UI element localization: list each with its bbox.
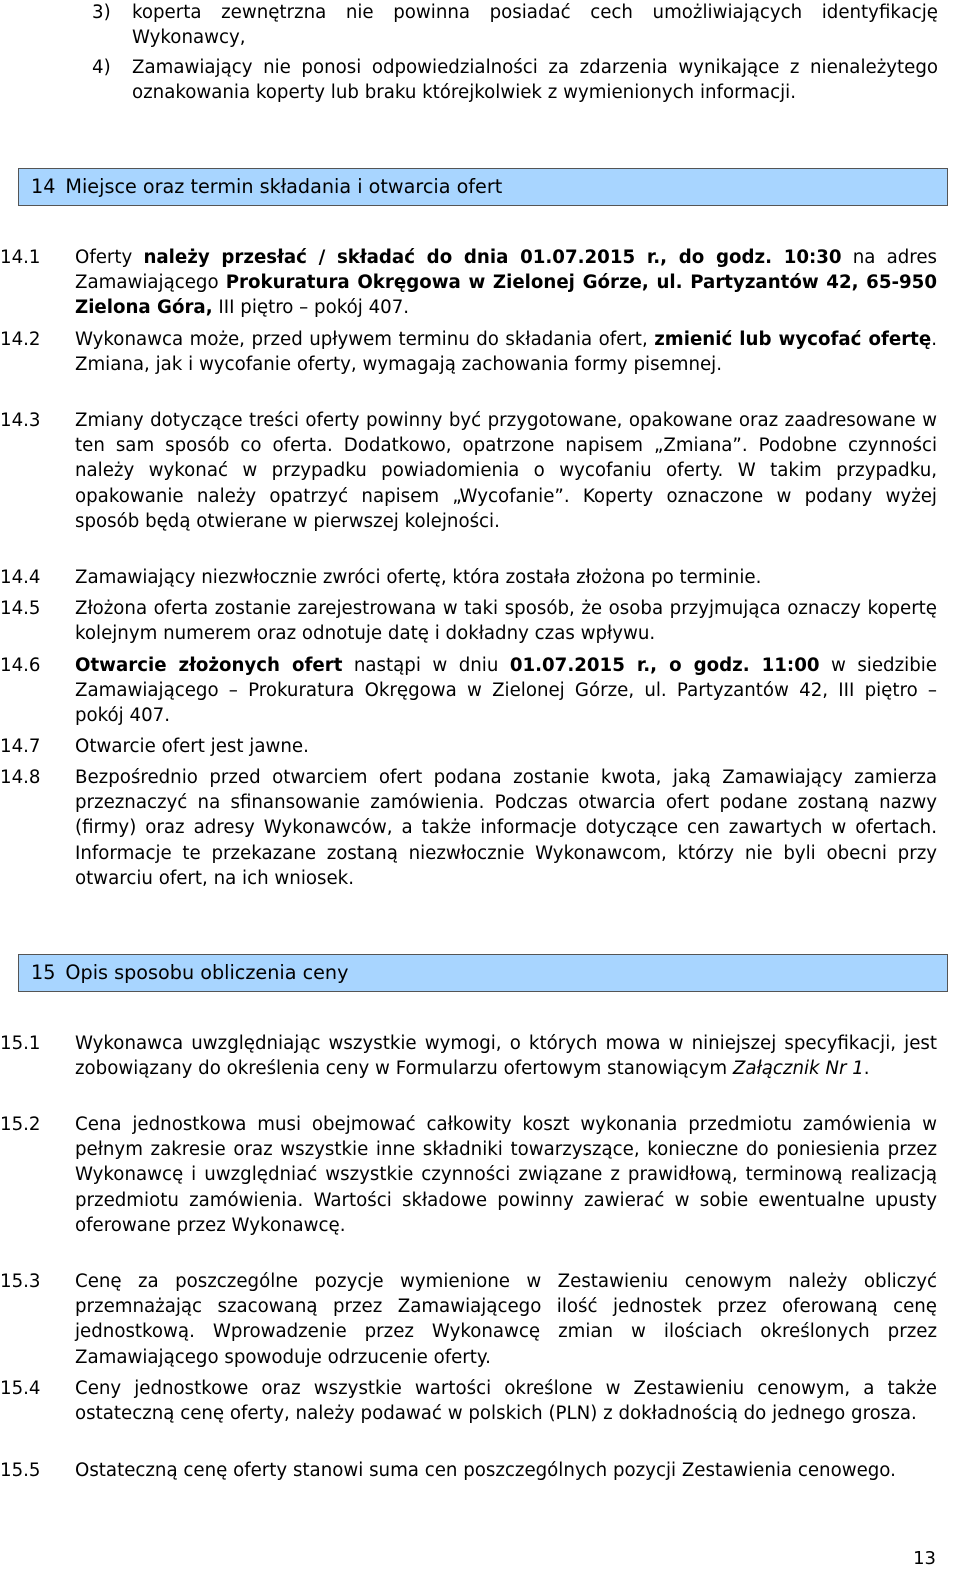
emphasis-text: zmienić lub wycofać ofertę (654, 329, 932, 350)
paragraph-number: 14.7 (0, 736, 41, 757)
list-item (92, 0, 938, 50)
emphasis-text: Otwarcie złożonych ofert (75, 655, 343, 676)
text: Oferty (75, 247, 144, 268)
text: w siedzibie Zamawiającego – Prokuratura Okręgowa w Zielonej Górze, ul. Partyzantów 42, III piętro – pokój 407. (75, 655, 937, 727)
paragraph-number: 15.1 (0, 1033, 41, 1054)
paragraph-text: Ceny jednostkowe oraz wszystkie wartości określone w Zestawieniu cenowym, a także ostateczną cenę oferty, należy podawać w polskich (PLN) z dokładnością do jednego grosza. (75, 1378, 937, 1425)
paragraph-number: 14.2 (0, 329, 41, 350)
paragraph-number: 14.5 (0, 598, 41, 619)
list-item-text: koperta zewnętrzna nie powinna posiadać cech umożliwiających identyfikację Wykonawcy, (132, 2, 938, 48)
text: III piętro – pokój 407. (212, 297, 410, 319)
paragraph-number: 15.2 (0, 1114, 41, 1135)
section-number: 14 (31, 175, 56, 198)
section-heading-14 (18, 168, 948, 206)
paragraph-text: Złożona oferta zostanie zarejestrowana w taki sposób, że osoba przyjmująca oznaczy kopertę kolejnym numerem oraz odnotuje datę i dokładny czas wpływu. (75, 598, 937, 645)
paragraph-text: Zmiany dotyczące treści oferty powinny być przygotowane, opakowane oraz zaadresowane w ten sam sposób co oferta. Dodatkowo, opatrzone napisem „Zmiana”. Podobne czynności należy wykonać w przypadku powiadomienia o wycofaniu oferty. W takim przypadku, opakowanie należy opatrzyć napisem „Wycofanie”. Koperty oznaczone w podany wyżej sposób będą otwierane w pierwszej kolejności. (75, 410, 937, 532)
paragraph-number: 14.6 (0, 655, 41, 676)
list-item-text: Zamawiający nie ponosi odpowiedzialności za zdarzenia wynikające z nienależytego oznakowania koperty lub braku którejkolwiek z wymienionych informacji. (132, 57, 938, 103)
paragraph-number: 15.5 (0, 1460, 41, 1481)
date-text: 01.07.2015 r., o godz. 11:00 (509, 655, 820, 676)
paragraph-number: 15.4 (0, 1378, 41, 1399)
paragraph-text: Cena jednostkowa musi obejmować całkowity koszt wykonania przedmiotu zamówienia w pełnym zakresie oraz wszystkie inne składniki towarzyszące, konieczne do poniesienia przez Wykonawcę i uwzględniać wszystkie czynności związane z prawidłową, terminową realizacją przedmiotu zamówienia. Wartości składowe powinny zawierać w sobie ewentualne upusty oferowane przez Wykonawcę. (75, 1114, 937, 1236)
section-number: 15 (31, 961, 56, 984)
text: . (863, 1058, 870, 1080)
paragraph-text: Ostateczną cenę oferty stanowi suma cen poszczególnych pozycji Zestawienia cenowego. (75, 1460, 896, 1481)
page-number: 13 (913, 1548, 936, 1569)
text: na adres Zamawiającego (75, 247, 938, 294)
paragraph-number: 14.8 (0, 767, 41, 788)
paragraph-number: 14.1 (0, 247, 41, 268)
paragraph-text: Zamawiający niezwłocznie zwróci ofertę, która została złożona po terminie. (75, 567, 762, 588)
paragraph-number: 15.3 (0, 1271, 41, 1292)
address-text: Prokuratura Okręgowa w Zielonej Górze, ul. Partyzantów 42, 65-950 Zielona Góra, (75, 272, 937, 319)
text: Wykonawca uwzględniając wszystkie wymogi, o których mowa w niniejszej specyfikacji, jest zobowiązany do określenia ceny w Formularzu ofertowym stanowiącym (75, 1033, 937, 1080)
paragraph-text: Bezpośrednio przed otwarciem ofert podana zostanie kwota, jaką Zamawiający zamierza przeznaczyć na sfinansowanie zamówienia. Podczas otwarcia ofert podane zostaną nazwy (firmy) oraz adresy Wykonawców, a także informacje dotyczące cen zawartych w ofertach. Informacje te przekazane zostaną niezwłocznie Wykonawcom, którzy nie byli obecni przy otwarciu ofert, na ich wniosek. (75, 767, 937, 889)
attachment-reference: Załącznik Nr 1 (732, 1058, 864, 1080)
paragraph-text: Otwarcie ofert jest jawne. (75, 736, 309, 757)
section-title: Miejsce oraz termin składania i otwarcia ofert (65, 175, 503, 198)
paragraph-text: Cenę za poszczególne pozycje wymienione w Zestawieniu cenowym należy obliczyć przemnażając szacowaną przez Zamawiającego ilość jednostek przez oferowaną cenę jednostkową. Wprowadzenie przez Wykonawcę zmian w ilościach określonych przez Zamawiającego spowoduje odrzucenie oferty. (75, 1271, 937, 1368)
list-item-number: 3) (92, 2, 111, 23)
deadline-text: należy przesłać / składać do dnia 01.07.2015 r., do godz. 10:30 (143, 247, 842, 268)
paragraph-number: 14.4 (0, 567, 41, 588)
list-item (92, 55, 938, 105)
text: nastąpi w dniu (342, 655, 510, 676)
list-item-number: 4) (92, 57, 111, 78)
paragraph-number: 14.3 (0, 410, 41, 431)
section-heading-15 (18, 954, 948, 992)
text: Wykonawca może, przed upływem terminu do składania ofert, (75, 329, 655, 350)
section-title: Opis sposobu obliczenia ceny (65, 961, 349, 984)
text: . Zmiana, jak i wycofanie oferty, wymagają zachowania formy pisemnej. (75, 329, 937, 376)
